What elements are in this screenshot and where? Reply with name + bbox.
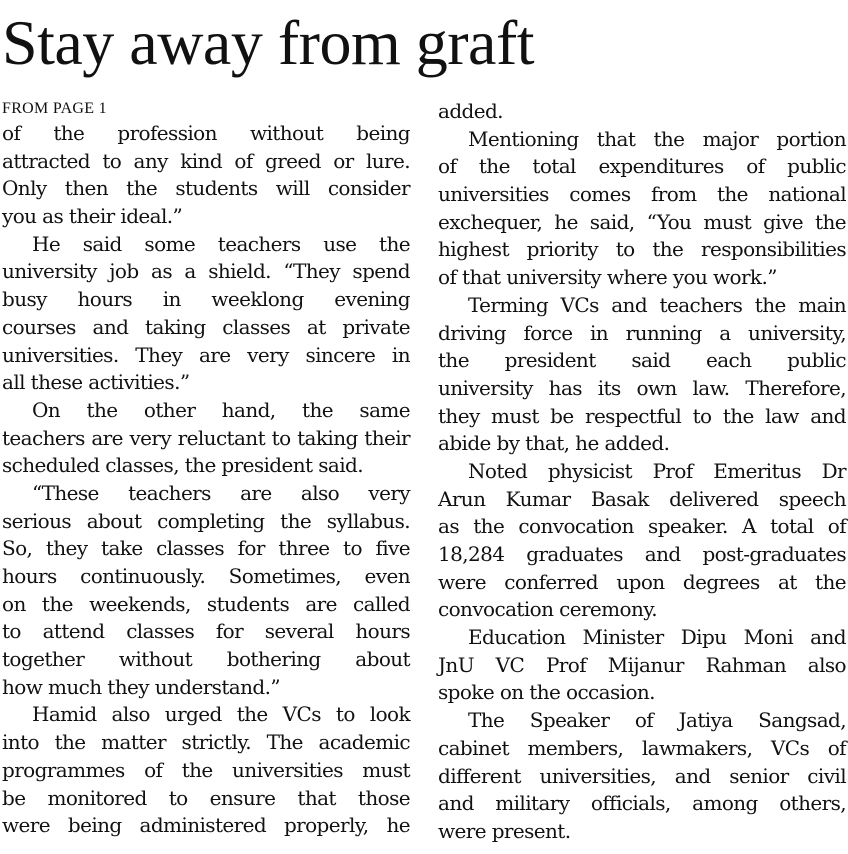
right-column — [438, 98, 846, 846]
text-line: attracted to any kind of greed or lure. — [2, 148, 410, 173]
text-line: to attend classes for several hours — [2, 619, 410, 644]
text-line: Arun Kumar Basak delivered speech — [438, 486, 846, 511]
text-line: how much they understand.” — [2, 674, 280, 699]
text-line: of the profession without being — [2, 121, 410, 145]
continued-from-label: FROM PAGE 1 — [2, 100, 107, 117]
text-line: 18,284 graduates and post-graduates — [438, 542, 846, 566]
text-line: Mentioning that the major portion — [468, 126, 846, 151]
text-line: you as their ideal.” — [2, 204, 183, 229]
text-line: “These teachers are also very — [32, 480, 410, 505]
text-line: of that university where you work.” — [438, 265, 777, 290]
text-line: be monitored to ensure that those — [2, 785, 410, 810]
headline: Stay away from graft — [2, 7, 535, 78]
text-line: into the matter strictly. The academic — [2, 730, 410, 755]
left-column-text — [2, 120, 410, 840]
text-line: hours continuously. Sometimes, even — [2, 564, 410, 588]
text-line: driving force in running a university, — [438, 320, 846, 345]
text-line: JnU VC Prof Mijanur Rahman also — [438, 652, 846, 677]
text-line: universities comes from the national — [438, 182, 846, 207]
text-line: scheduled classes, the president said. — [2, 453, 363, 478]
text-line: Noted physicist Prof Emeritus Dr — [468, 458, 846, 483]
left-column — [2, 98, 410, 840]
text-line: Education Minister Dipu Moni and — [468, 625, 846, 650]
text-line: Terming VCs and teachers the main — [468, 292, 846, 317]
text-line: different universities, and senior civil — [438, 763, 846, 788]
text-line: So, they take classes for three to five — [2, 536, 410, 561]
text-line: serious about completing the syllabus. — [2, 508, 410, 533]
text-line: were present. — [438, 818, 571, 843]
text-line: on the weekends, students are called — [2, 591, 410, 616]
text-line: Only then the students will consider — [2, 176, 410, 201]
text-line: On the other hand, the same — [32, 397, 410, 422]
text-line: He said some teachers use the — [32, 231, 410, 256]
text-line: they must be respectful to the law and — [438, 403, 846, 428]
text-line: spoke on the occasion. — [438, 680, 655, 705]
text-line: abide by that, he added. — [438, 431, 670, 456]
text-line: together without bothering about — [2, 647, 410, 672]
text-line: university has its own law. Therefore, — [438, 375, 846, 400]
text-line: of the total expenditures of public — [438, 154, 846, 179]
text-line: busy hours in weeklong evening — [2, 287, 410, 312]
text-line: the president said each public — [438, 348, 846, 373]
text-line: teachers are very reluctant to taking their — [2, 425, 410, 450]
text-line: exchequer, he said, “You must give the — [438, 209, 846, 234]
text-line: were being administered properly, he — [2, 813, 410, 838]
text-line: highest priority to the responsibilities — [438, 237, 846, 262]
text-line: programmes of the universities must — [2, 757, 410, 782]
text-line: university job as a shield. “They spend — [2, 259, 410, 284]
text-line: courses and taking classes at private — [2, 314, 410, 339]
text-line: added. — [438, 99, 503, 123]
text-line: Hamid also urged the VCs to look — [32, 702, 410, 727]
text-line: convocation ceremony. — [438, 597, 658, 622]
text-line: as the convocation speaker. A total of — [438, 514, 846, 539]
text-line: cabinet members, lawmakers, VCs of — [438, 735, 846, 760]
text-line: The Speaker of Jatiya Sangsad, — [468, 708, 846, 733]
text-line: were conferred upon degrees at the — [438, 569, 846, 594]
text-line: universities. They are very sincere in — [2, 342, 410, 367]
text-line: and military officials, among others, — [438, 791, 846, 816]
text-line: all these activities.” — [2, 370, 190, 395]
right-column-text — [438, 98, 846, 846]
